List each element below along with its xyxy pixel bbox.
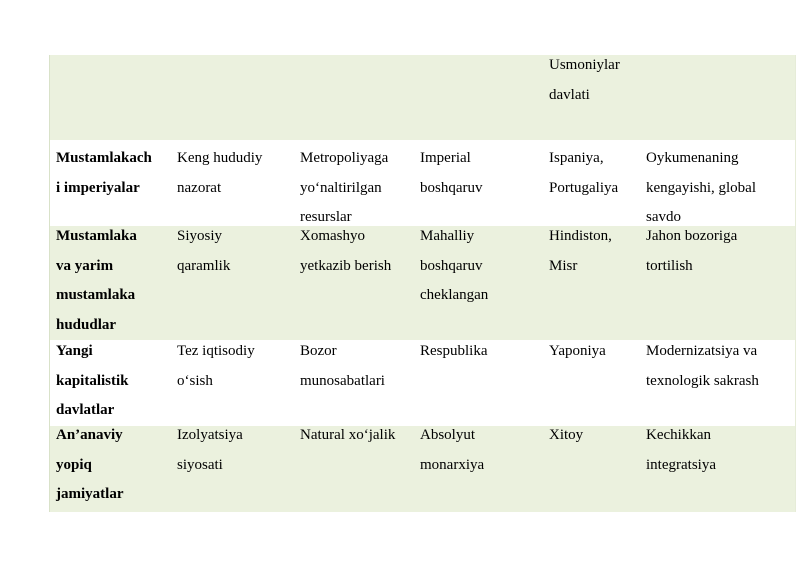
- table-cell: Mahalliy boshqaruv cheklangan: [420, 228, 489, 303]
- table-cell: Xitoy: [549, 427, 584, 443]
- table-cell: [640, 51, 795, 140]
- table-cell: Jahon bozoriga tortilish: [646, 228, 738, 274]
- row-header-cell: Mustamlakach i imperiyalar: [56, 150, 152, 196]
- table-cell: Natural xo‘jalik: [300, 427, 396, 443]
- table-cell: Yaponiya: [549, 343, 606, 359]
- table-cell: Hindiston, Misr: [549, 228, 612, 274]
- table-cell: Respublika: [420, 343, 488, 359]
- row-header-cell: Yangi kapitalistik davlatlar: [56, 343, 129, 418]
- table-cell: Imperial boshqaruv: [420, 150, 483, 196]
- table-cell: Ispaniya, Portugaliya: [549, 150, 619, 196]
- table-cell: Izolyatsiya siyosati: [177, 427, 243, 473]
- table-row: [50, 340, 795, 426]
- table-cell: Xomashyo yetkazib berish: [300, 228, 392, 274]
- table-cell: [171, 51, 294, 140]
- row-header-cell: [50, 51, 171, 140]
- table-cell: Modernizatsiya va texnologik sakrash: [646, 343, 759, 389]
- table-cell: Usmoniylar davlati: [549, 57, 620, 103]
- table-cell: Absolyut monarxiya: [420, 427, 485, 473]
- row-header-cell: Mustamlaka va yarim mustamlaka hududlar: [56, 228, 137, 333]
- table-cell: Oykumenaning kengayishi, global savdo: [646, 150, 756, 225]
- table-cell: [414, 51, 543, 140]
- table-cell: Tez iqtisodiy o‘sish: [177, 343, 255, 389]
- table-cell: Siyosiy qaramlik: [177, 228, 231, 274]
- table-cell: Kechikkan integratsiya: [646, 427, 716, 473]
- table-cell: [294, 51, 414, 140]
- data-table: [49, 55, 796, 512]
- table-cell: Metropoliyaga yo‘naltirilgan resurslar: [300, 150, 389, 225]
- row-header-cell: An’anaviy yopiq jamiyatlar: [56, 427, 124, 502]
- table-cell: Bozor munosabatlari: [300, 343, 385, 389]
- table-row: [50, 426, 795, 512]
- table-row: [50, 55, 795, 140]
- table-cell: Keng hududiy nazorat: [177, 150, 263, 196]
- table-row: [50, 226, 795, 340]
- table-row: [50, 140, 795, 226]
